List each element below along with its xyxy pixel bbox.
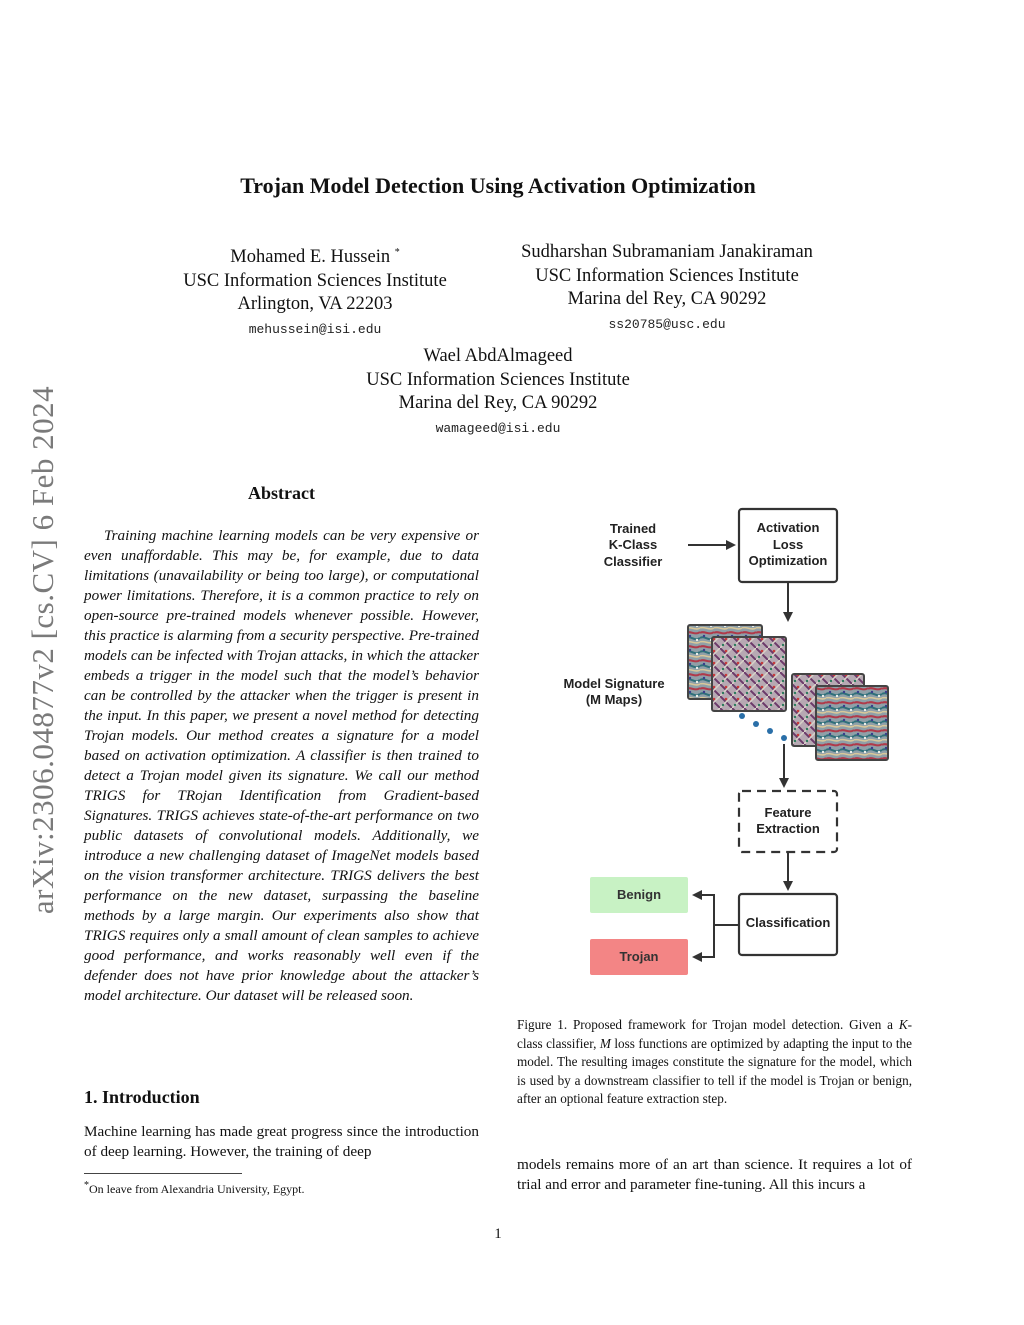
activation-label-2: Loss [772,537,804,552]
caption-part1: Proposed framework for Trojan model detection. Given a [572,1017,893,1032]
classifier-label-1: Trained [609,521,657,536]
caption-part3: loss functions are optimized by adapting the input to the model. The resulting images constitute the signature for the model, which is used by a downstream classifier to tell if the model is Trojan or benign, after an optional feature extraction step. [517,1035,913,1106]
author-email[interactable]: ss20785@usc.edu [608,316,726,332]
footnote-mark: * [84,1180,89,1191]
ellipsis-dot [781,735,787,741]
footnote [84,1178,305,1197]
author-mark: * [394,247,400,258]
abstract-text: Training machine learning models can be very expensive or even unaffordable. This may be, for example, due to data limitations (unavailability or being too large), or computational power limitations. Therefore, it is a common practice to rely on open-source pre-trained models whenever possible. However, this practice is alarming from a security perspective. Pre-trained models can be infected with Trojan attacks, in which the attacker embeds a trigger in the model such that the model’s behavior can be controlled by the attacker when the trigger is present in the input. In this paper, we present a novel method for detecting Trojan models. Our method creates a signature for a model based on activation optimization. A classifier is then trained to detect a Trojan model given its signature. We call our method TRIGS for TRojan Identification from Gradient-based Signatures. TRIGS achieves state-of-the-art performance on two public datasets of convolutional models. Additionally, we introduce a new challenging dataset of ImageNet models based on the vision transformer architecture. TRIGS delivers the best performance on the new dataset, surpassing the baseline methods by a large margin. Our experiments also show that TRIGS requires only a small amount of clean samples to achieve good performance, and works reasonably well even if the defender does not have prior knowledge about the attacker’s model architecture. Our dataset will be released soon. [84,527,479,1004]
signature-map-image [816,686,888,760]
caption-var-m: M [599,1035,611,1051]
activation-label-3: Optimization [748,553,828,568]
feature-label-2: Extraction [756,821,820,836]
activation-label-1: Activation [756,520,820,535]
signature-label-2: (M Maps) [585,692,643,707]
arrow-to-trojan [694,925,714,957]
ellipsis-dot [767,728,773,734]
arxiv-stamp: arXiv:2306.04877v2 [cs.CV] 6 Feb 2024 [25,385,60,915]
author-block-1 [150,241,480,343]
intro-text-left: Machine learning has made great progress since the introduction of deep learning. However, the training of deep [84,1123,479,1160]
author-location: Arlington, VA 22203 [237,294,393,315]
author-name: Mohamed E. Hussein [230,247,391,268]
author-block-3 [320,345,676,442]
arrow-to-benign [694,895,739,925]
author-email[interactable]: mehussein@isi.edu [248,321,382,337]
benign-label: Benign [616,887,662,902]
footnote-text: On leave from Alexandria University, Egypt. [89,1182,305,1196]
feature-label-1: Feature [764,805,812,820]
classifier-label-2: K-Class [608,537,658,552]
author-name: Sudharshan Subramaniam Janakiraman [521,242,813,262]
abstract-heading: Abstract [248,483,315,503]
intro-text-right: models remains more of an art than science. It requires a lot of trial and error and parameter fine-tuning. All this incurs a [517,1156,912,1193]
figure-caption [517,1016,912,1109]
author-name: Wael AbdAlmageed [423,346,573,366]
author-affiliation: USC Information Sciences Institute [535,265,799,286]
ellipsis-dot [753,721,759,727]
caption-label: Figure 1. [517,1017,568,1032]
author-affiliation: USC Information Sciences Institute [366,369,630,390]
caption-part2: -class classifier, [517,1017,913,1051]
classification-label: Classification [745,915,831,930]
author-block-2 [492,241,842,338]
intro-heading: 1. Introduction [84,1087,200,1107]
ellipsis-dot [739,713,745,719]
footnote-rule [84,1173,242,1174]
page-number: 1 [494,1226,502,1242]
author-affiliation: USC Information Sciences Institute [183,270,447,291]
trojan-label: Trojan [619,949,659,964]
author-email[interactable]: wamageed@isi.edu [435,420,561,436]
author-location: Marina del Rey, CA 90292 [567,289,767,309]
signature-map-image [712,637,786,711]
classifier-label-3: Classifier [603,554,663,569]
figure-diagram [540,500,920,990]
paper-title: Trojan Model Detection Using Activation Optimization [240,173,756,198]
caption-var-k: K [898,1017,908,1032]
author-location: Marina del Rey, CA 90292 [398,393,598,413]
signature-label-1: Model Signature [563,676,665,691]
